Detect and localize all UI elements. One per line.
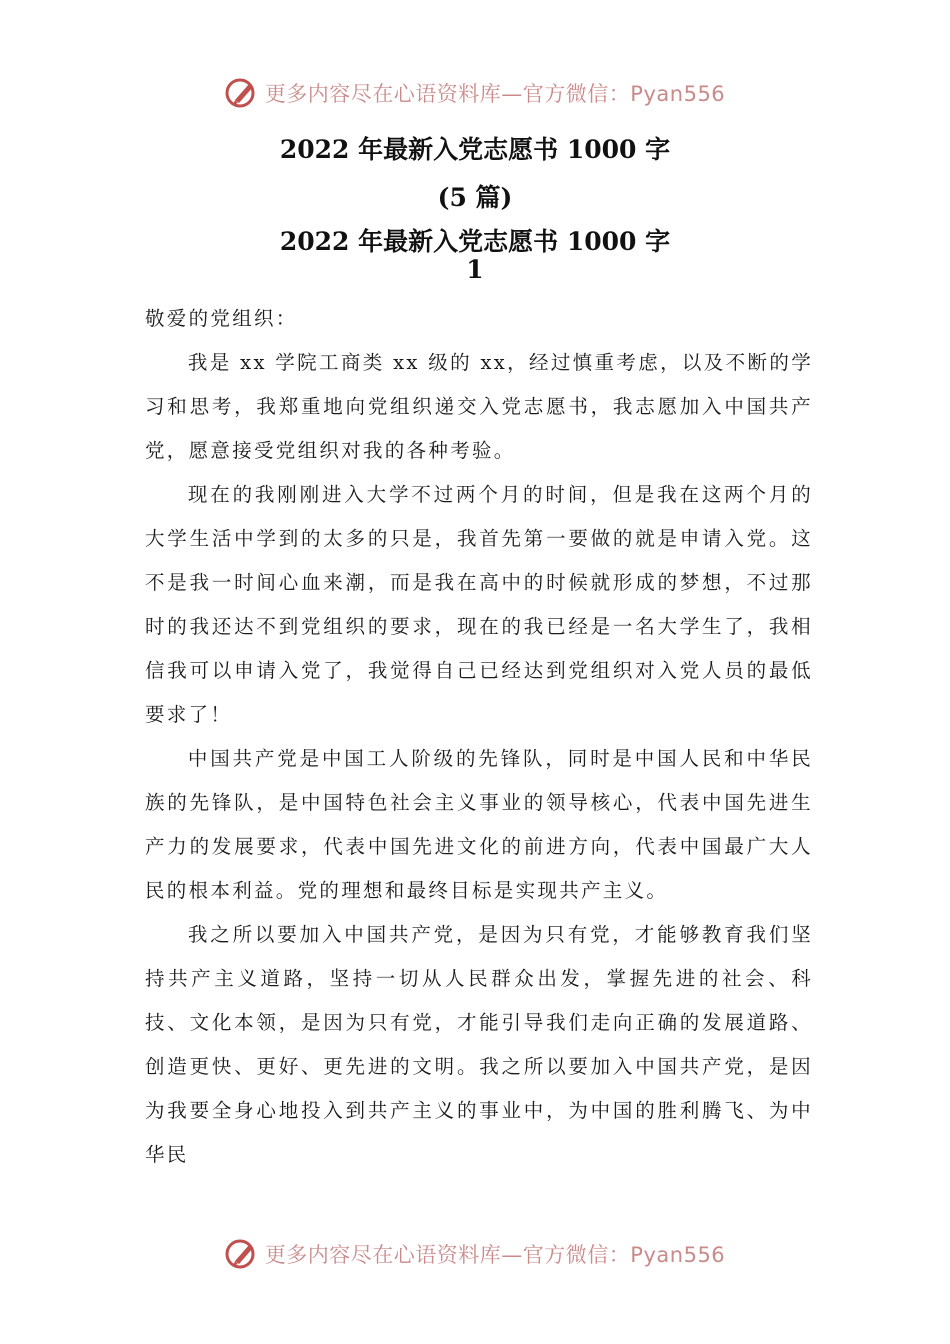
paragraph: 我是 xx 学院工商类 xx 级的 xx，经过慎重考虑，以及不断的学习和思考，我郑重地向党组织递交入党志愿书，我志愿加入中国共产党，愿意接受党组织对我的各种考验。 [145,351,813,462]
watermark-header [0,75,950,111]
section-number: 1 [466,255,484,284]
letter-body [145,297,813,1177]
document-title: 2022 年最新入党志愿书 1000 字 [279,135,671,164]
paragraph: 中国共产党是中国工人阶级的先锋队，同时是中国人民和中华民族的先锋队，是中国特色社会主义事业的领导核心，代表中国先进生产力的发展要求，代表中国先进文化的前进方向，代表中国最广大人民的根本利益。党的理想和最终目标是实现共产主义。 [145,747,813,902]
watermark-text: 更多内容尽在心语资料库—官方微信：Pyan556 [264,82,726,106]
watermark-text: 更多内容尽在心语资料库—官方微信：Pyan556 [264,1243,726,1267]
pen-circle-icon [225,76,259,110]
paragraph: 我之所以要加入中国共产党，是因为只有党，才能够教育我们坚持共产主义道路，坚持一切从人民群众出发，掌握先进的社会、科技、文化本领，是因为只有党，才能引导我们走向正确的发展道路、创造更快、更好、更先进的文明。我之所以要加入中国共产党，是因为我要全身心地投入到共产主义的事业中，为中国的胜利腾飞、为中华民 [145,923,813,1166]
pen-circle-icon [225,1237,259,1271]
paragraph: 现在的我刚刚进入大学不过两个月的时间，但是我在这两个月的大学生活中学到的太多的只是，我首先第一要做的就是申请入党。这不是我一时间心血来潮，而是我在高中的时候就形成的梦想，不过那时的我还达不到党组织的要求，现在的我已经是一名大学生了，我相信我可以申请入党了，我觉得自己已经达到党组织对入党人员的最低要求了！ [145,483,813,726]
section-title: 2022 年最新入党志愿书 1000 字 [279,227,671,256]
document-title-count: (5 篇) [437,183,513,212]
watermark-footer [0,1236,950,1272]
salutation: 敬爱的党组织： [145,307,298,330]
